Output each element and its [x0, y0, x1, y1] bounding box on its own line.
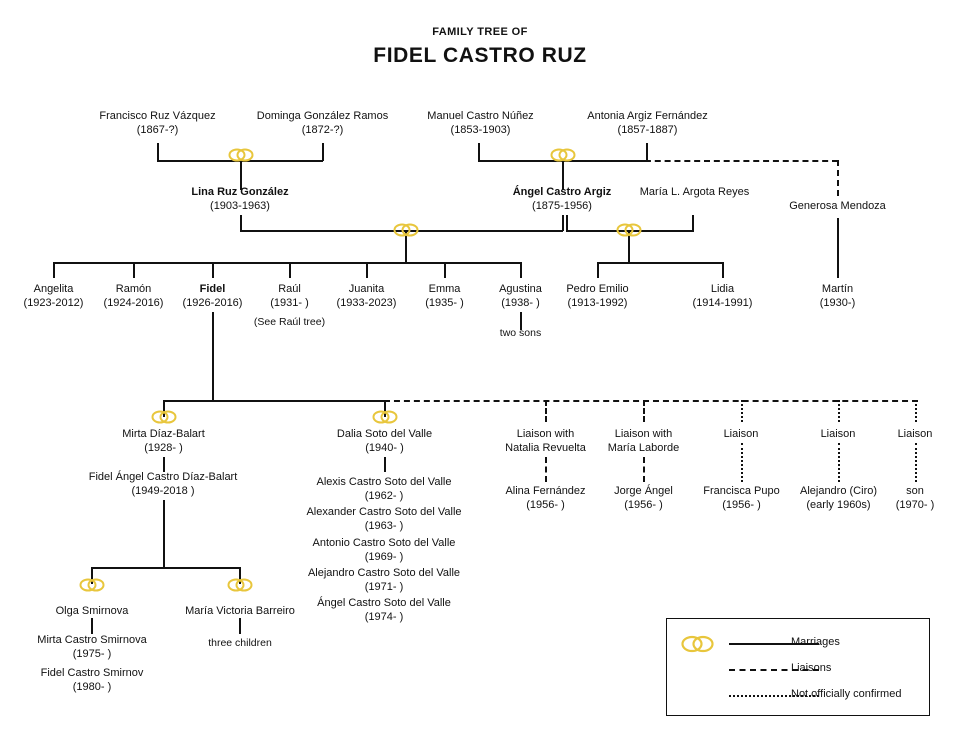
liaison-connector: [545, 400, 547, 422]
legend-label-not-confirmed: Not officially confirmed: [791, 688, 902, 700]
title-main: FIDEL CASTRO RUZ: [373, 44, 587, 67]
liaison-connector: [741, 400, 743, 422]
node-liaison-natalia-revuelta: Liaison with Natalia Revuelta: [505, 428, 586, 454]
node-mirta-diaz-balart: Mirta Díaz-Balart (1928- ): [122, 428, 205, 454]
node-jorge-angel: Jorge Ángel (1956- ): [614, 485, 673, 511]
legend: [666, 618, 930, 716]
node-francisca-pupo: Francisca Pupo (1956- ): [703, 485, 780, 511]
connector: [239, 618, 241, 634]
marriage-rings-icon: [681, 635, 707, 649]
node-liaison-maria-laborde: Liaison with María Laborde: [607, 428, 680, 454]
node-antonia-argiz-fernandez: Antonia Argiz Fernández (1857-1887): [587, 110, 708, 136]
node-liaison-4: Liaison: [820, 428, 856, 440]
connector: [322, 143, 324, 161]
node-juanita: Juanita (1933-2023): [336, 283, 397, 309]
connector: [722, 262, 724, 278]
marriage-rings-icon: [550, 148, 576, 162]
node-angel-castro-argiz: Ángel Castro Argiz (1875-1956): [512, 186, 612, 212]
connector: [837, 218, 839, 278]
liaison-connector: [545, 457, 547, 482]
node-maria-argota-reyes: María L. Argota Reyes: [639, 186, 750, 198]
marriage-rings-icon: [372, 410, 398, 424]
node-angel-castro-soto-del-valle: Ángel Castro Soto del Valle (1974- ): [317, 597, 451, 623]
node-angelita: Angelita (1923-2012): [23, 283, 84, 309]
node-alejandro-ciro: Alejandro (Ciro) (early 1960s): [799, 485, 878, 511]
liaison-connector: [643, 457, 645, 482]
node-pedro-emilio: Pedro Emilio (1913-1992): [566, 283, 629, 309]
connector: [163, 400, 385, 402]
node-dominga-gonzalez-ramos: Dominga González Ramos (1872-?): [256, 110, 389, 136]
note-three-children: three children: [208, 637, 272, 649]
marriage-rings-icon: [227, 578, 253, 592]
connector: [444, 262, 446, 278]
title-subtitle: FAMILY TREE OF: [432, 26, 528, 38]
connector: [566, 215, 568, 231]
node-agustina: Agustina (1938- ): [499, 283, 542, 309]
node-liaison-3: Liaison: [723, 428, 759, 440]
node-liaison-5: Liaison: [897, 428, 933, 440]
liaison-connector: [838, 443, 840, 482]
node-ramon: Ramón (1924-2016): [103, 283, 164, 309]
node-emma: Emma (1935- ): [425, 283, 464, 309]
node-generosa-mendoza: Generosa Mendoza: [789, 200, 886, 212]
connector: [597, 262, 599, 278]
liaison-connector: [915, 400, 917, 422]
sibling-bar: [53, 262, 521, 264]
liaison-connector: [741, 443, 743, 482]
connector: [53, 262, 55, 278]
node-alexis-castro-soto-del-valle: Alexis Castro Soto del Valle (1962- ): [316, 476, 452, 502]
legend-label-liaisons: Liaisons: [791, 662, 832, 674]
connector: [133, 262, 135, 278]
liaison-connector: [643, 400, 645, 422]
connector: [384, 457, 386, 472]
liaison-connector: [576, 160, 838, 162]
connector: [240, 215, 242, 231]
page-title: [0, 26, 960, 68]
legend-label-marriages: Marriages: [791, 636, 840, 648]
node-fidel: Fidel (1926-2016): [182, 283, 243, 309]
marriage-rings-icon: [228, 148, 254, 162]
node-alexander-castro-soto-del-valle: Alexander Castro Soto del Valle (1963- ): [306, 506, 462, 532]
connector: [157, 143, 159, 161]
connector: [646, 143, 648, 161]
connector: [91, 618, 93, 634]
connector: [562, 215, 564, 231]
node-alejandro-castro-soto-del-valle: Alejandro Castro Soto del Valle (1971- ): [307, 567, 461, 593]
node-fidel-angel-castro-diaz-balart: Fidel Ángel Castro Díaz-Balart (1949-2018 ): [88, 471, 238, 497]
node-raul: Raúl (1931- ): [270, 283, 309, 309]
connector: [478, 143, 480, 161]
node-lina-ruz-gonzalez: Lina Ruz González (1903-1963): [191, 186, 289, 212]
connector: [91, 567, 239, 569]
marriage-rings-icon: [393, 223, 419, 237]
connector: [692, 215, 694, 231]
node-liaison-son: son (1970- ): [895, 485, 935, 511]
node-dalia-soto-del-valle: Dalia Soto del Valle (1940- ): [336, 428, 433, 454]
sibling-bar: [597, 262, 722, 264]
liaison-connector: [837, 160, 839, 196]
node-mirta-castro-smirnova: Mirta Castro Smirnova (1975- ): [37, 634, 147, 660]
connector: [163, 500, 165, 568]
node-antonio-castro-soto-del-valle: Antonio Castro Soto del Valle (1969- ): [312, 537, 456, 563]
connector: [366, 262, 368, 278]
connector: [520, 262, 522, 278]
connector: [212, 312, 214, 402]
node-martin: Martín (1930-): [819, 283, 856, 309]
node-manuel-castro-nunez: Manuel Castro Núñez (1853-1903): [427, 110, 534, 136]
node-maria-victoria-barreiro: María Victoria Barreiro: [185, 605, 295, 617]
node-olga-smirnova: Olga Smirnova: [55, 605, 129, 617]
connector: [212, 262, 214, 278]
node-lidia: Lidia (1914-1991): [692, 283, 753, 309]
marriage-rings-icon: [151, 410, 177, 424]
marriage-rings-icon: [79, 578, 105, 592]
note-see-raul-tree: (See Raúl tree): [253, 316, 326, 328]
liaison-connector: [838, 400, 840, 422]
connector: [289, 262, 291, 278]
note-two-sons: two sons: [499, 327, 542, 339]
node-alina-fernandez: Alina Fernández (1956- ): [505, 485, 586, 511]
node-francisco-ruz-vazquez: Francisco Ruz Vázquez (1867-?): [99, 110, 216, 136]
liaison-connector: [915, 443, 917, 482]
node-fidel-castro-smirnov: Fidel Castro Smirnov (1980- ): [40, 667, 144, 693]
marriage-rings-icon: [616, 223, 642, 237]
